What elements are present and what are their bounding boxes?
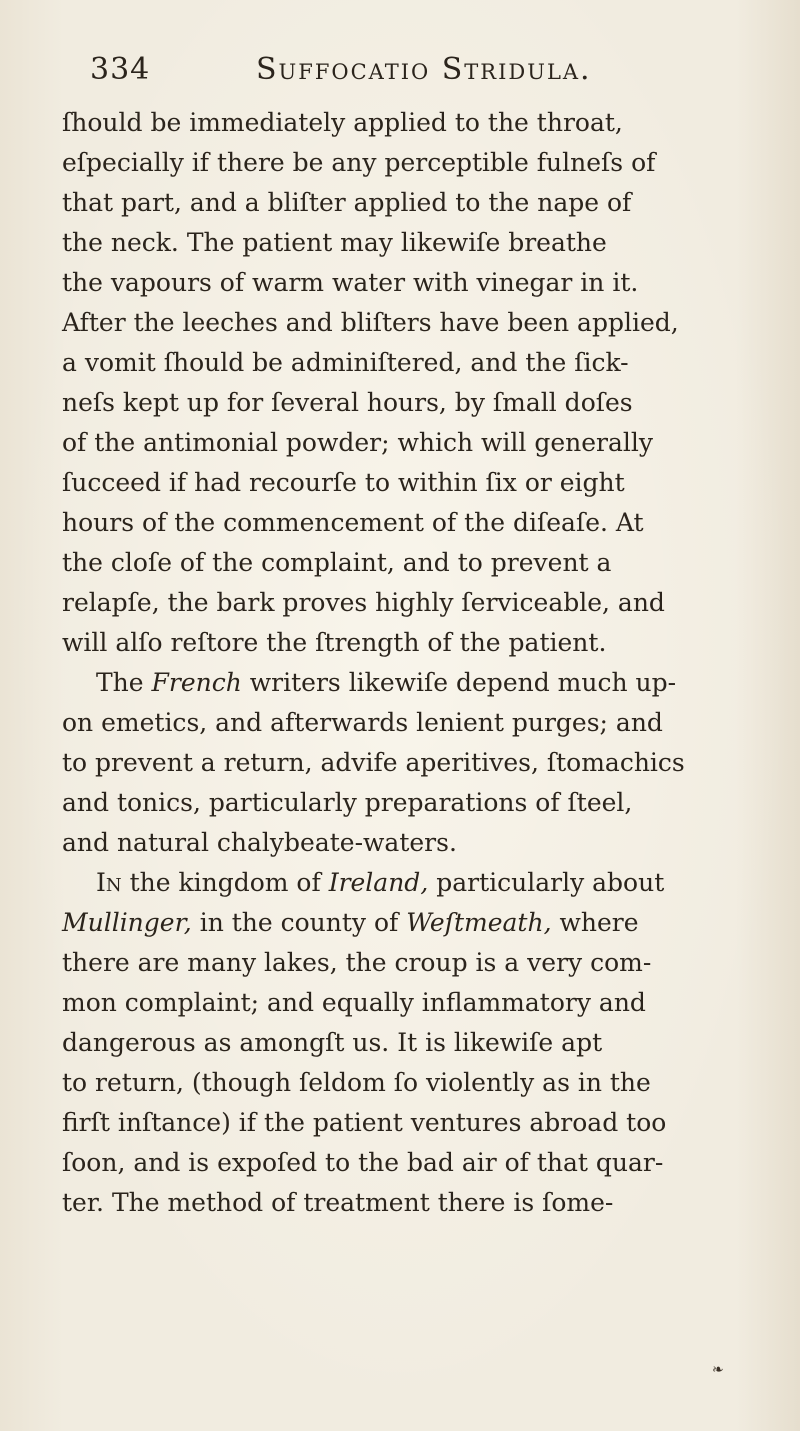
text-line: to return, (though ſeldom ſo violently as in the: [62, 1068, 651, 1097]
text-line: ſucceed if had recourſe to within ſix or eight: [62, 468, 625, 497]
text-line: on emetics, and afterwards lenient purges; and: [62, 708, 663, 737]
text-line: hours of the commencement of the diſeaſe. At: [62, 508, 644, 537]
text-line: eſpecially if there be any perceptible fulneſs of: [62, 148, 656, 177]
text-run: The: [96, 668, 152, 697]
text-line: mon complaint; and equally inflammatory and: [62, 988, 646, 1017]
text-run: writers likewiſe depend much up-: [241, 668, 677, 697]
paragraph-start-line: [62, 663, 752, 703]
text-line: will alſo reſtore the ſtrength of the patient.: [62, 628, 607, 657]
page-header: [90, 52, 730, 96]
text-line: there are many lakes, the croup is a very com-: [62, 948, 652, 977]
body-text: [62, 103, 752, 1223]
small-caps-opening: In: [96, 868, 122, 897]
italic-term: Weſtmeath,: [406, 908, 552, 937]
text-line: After the leeches and bliſters have been applied,: [62, 308, 679, 337]
text-line: [62, 903, 752, 943]
text-run: the kingdom of: [121, 868, 329, 897]
text-line: the cloſe of the complaint, and to prevent a: [62, 548, 612, 577]
text-line: dangerous as amongſt us. It is likewiſe apt: [62, 1028, 603, 1057]
text-line: ſoon, and is expoſed to the bad air of that quar-: [62, 1148, 664, 1177]
running-head: Suffocatio Stridula.: [256, 52, 592, 87]
text-line: the neck. The patient may likewiſe breathe: [62, 228, 607, 257]
italic-term: French: [151, 668, 242, 697]
italic-term: Mullinger,: [62, 908, 192, 937]
text-run: where: [551, 908, 639, 937]
text-line: relapſe, the bark proves highly ſerviceable, and: [62, 588, 665, 617]
text-line: ter. The method of treatment there is ſome-: [62, 1188, 614, 1217]
text-line: and natural chalybeate-waters.: [62, 828, 457, 857]
paragraph-start-line: [62, 863, 752, 903]
text-line: neſs kept up for ſeveral hours, by ſmall doſes: [62, 388, 633, 417]
text-line: of the antimonial powder; which will generally: [62, 428, 654, 457]
text-line: and tonics, particularly preparations of ſteel,: [62, 788, 633, 817]
italic-term: Ireland,: [328, 868, 429, 897]
text-run: in the county of: [191, 908, 407, 937]
text-line: ſhould be immediately applied to the throat,: [62, 108, 623, 137]
text-run: particularly about: [428, 868, 665, 897]
page-number: 334: [90, 52, 151, 87]
text-line: a vomit ſhould be adminiſtered, and the ſick-: [62, 348, 629, 377]
text-line: firſt inſtance) if the patient ventures abroad too: [62, 1108, 667, 1137]
text-line: that part, and a bliſter applied to the nape of: [62, 188, 632, 217]
printer-ornament: ❧: [712, 1362, 724, 1378]
text-line: the vapours of warm water with vinegar in it.: [62, 268, 639, 297]
text-line: to prevent a return, advife aperitives, ſtomachics: [62, 748, 685, 777]
